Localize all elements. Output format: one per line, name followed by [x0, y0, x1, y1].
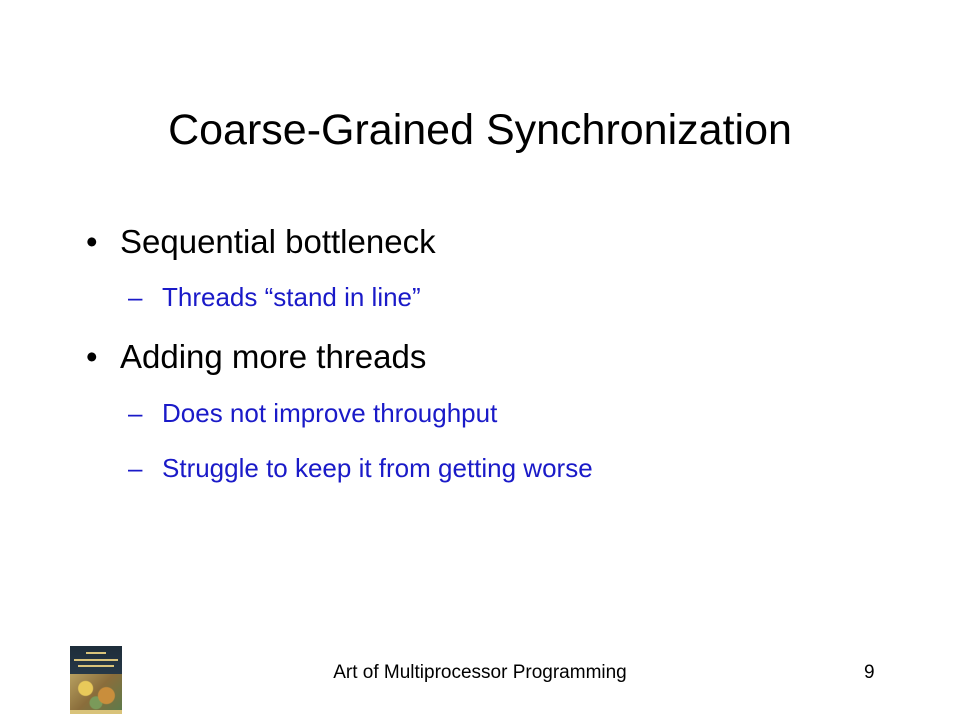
sub-bullet-item: [128, 451, 593, 485]
sub-bullet-text: Threads “stand in line”: [162, 282, 421, 312]
slide-footer: Art of Multiprocessor Programming: [333, 662, 627, 683]
bullet-text: Adding more threads: [120, 338, 427, 375]
slide-title: Coarse-Grained Synchronization: [168, 106, 792, 154]
bullet-glyph: •: [86, 223, 98, 260]
sub-bullet-text: Struggle to keep it from getting worse: [162, 453, 593, 483]
page-number: 9: [864, 662, 875, 683]
dash-glyph: –: [128, 282, 143, 312]
bullet-item: [86, 337, 427, 377]
sub-bullet-item: [128, 280, 421, 314]
book-cover-title-line: [86, 652, 106, 654]
bullet-text: Sequential bottleneck: [120, 223, 436, 260]
sub-bullet-text: Does not improve throughput: [162, 398, 498, 428]
bullet-item: [86, 222, 436, 262]
bullet-glyph: •: [86, 338, 98, 375]
sub-bullet-item: [128, 396, 498, 430]
dash-glyph: –: [128, 453, 143, 483]
dash-glyph: –: [128, 398, 143, 428]
book-cover-author-strip: [70, 710, 122, 714]
